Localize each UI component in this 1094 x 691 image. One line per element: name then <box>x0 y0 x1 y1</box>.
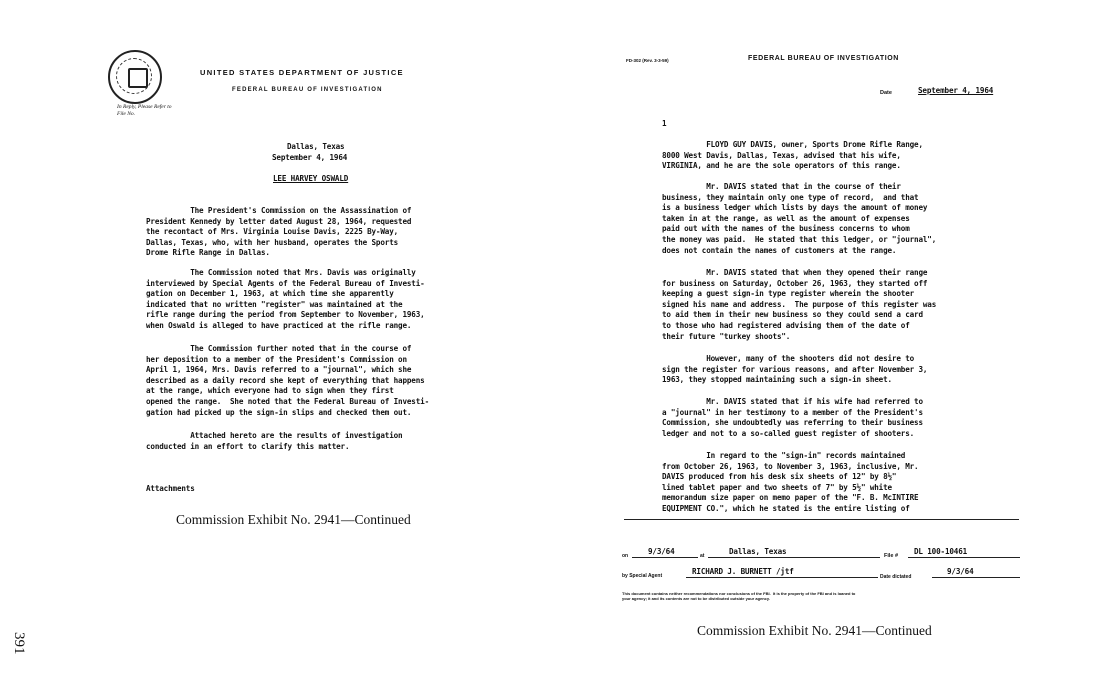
exhibit-caption-left: Commission Exhibit No. 2941—Continued <box>176 512 411 527</box>
fbi-heading: FEDERAL BUREAU OF INVESTIGATION <box>748 55 899 62</box>
dictated-value: 9/3/64 <box>947 567 974 576</box>
report-date: September 4, 1964 <box>918 86 994 95</box>
disclaimer: This document contains neither recommendations nor conclusions of the FBI. It is the property of the FBI and is loaned to your agency; it and its contents are not to be distributed outside your agency. <box>622 591 856 601</box>
at-underline <box>708 557 880 558</box>
report-paragraph: FLOYD GUY DAVIS, owner, Sports Drome Rifle Range, 8000 West Davis, Dallas, Texas, advised that his wife, VIRGINIA, and he are the sole operators of this range. <box>662 140 923 171</box>
dictated-label: Date dictated <box>880 574 912 580</box>
file-underline <box>908 557 1020 558</box>
agent-underline <box>686 577 878 578</box>
letter-paragraph: The President's Commission on the Assassination of President Kennedy by letter dated August 28, 1964, requested the recontact of Mrs. Virginia Louise Davis, 2225 By-Way, Dallas, Texas, who, with her husband, operates the Sports Drome Rifle Range in Dallas. <box>146 206 412 258</box>
file-value: DL 100-10461 <box>914 547 968 556</box>
on-value: 9/3/64 <box>648 547 675 556</box>
dictated-underline <box>932 577 1020 578</box>
at-value: Dallas, Texas <box>729 547 787 556</box>
on-underline <box>632 557 698 558</box>
department-heading: UNITED STATES DEPARTMENT OF JUSTICE <box>200 68 404 77</box>
report-paragraph: Mr. DAVIS stated that in the course of their business, they maintain only one type of record, and that is a business ledger which lists by days the amount of money taken in at the range, as well as the amount of expenses paid out with the names of the business concerns to whom the money was paid. He stated that this ledger, or "journal", does not contain the names of customers at the range. <box>662 182 937 255</box>
at-label: at <box>700 553 705 559</box>
report-paragraph: However, many of the shooters did not desire to sign the register for various reasons, and after November 3, 1963, they stopped maintaining such a sign-in sheet. <box>662 354 928 385</box>
page-marker: 1 <box>662 119 667 128</box>
letter-date: September 4, 1964 <box>272 153 348 162</box>
letter-paragraph: The Commission noted that Mrs. Davis was originally interviewed by Special Agents of the Federal Bureau of Investi- gation on December 1, 1963, at which time she apparently indicated that no written "register" was maintained at the rifle range during the period from September to November, 1963, when Oswald is alleged to have practiced at the rifle range. <box>146 268 425 330</box>
page-number: 391 <box>11 632 27 655</box>
letter-paragraph: The Commission further noted that in the course of her deposition to a member of the President's Commission on April 1, 1964, Mrs. Davis referred to a "journal", which she described as a daily record she kept of everything that happens at the range, which everyone had to sign when they first opened the range. She noted that the Federal Bureau of Investi- gation had picked up the sign-in slips and checked them out. <box>146 344 429 417</box>
doj-seal-icon <box>108 50 162 104</box>
file-label: File # <box>884 553 899 559</box>
reply-note: In Reply, Please Refer to File No. <box>117 104 172 117</box>
on-label: on <box>622 553 629 559</box>
letter-paragraph: Attached hereto are the results of investigation conducted in an effort to clarify this matter. <box>146 431 403 451</box>
form-code: FD-302 (Rev. 3-3-59) <box>626 58 669 63</box>
letter-subject: LEE HARVEY OSWALD <box>273 174 349 183</box>
report-paragraph: In regard to the "sign-in" records maintained from October 26, 1963, to November 3, 1963, inclusive, Mr. DAVIS produced from his desk six sheets of 12" by 8½" lined tablet paper and two sheets of 7" by 5½" white memorandum size paper on memo paper of the "F. B. McINTIRE EQUIPMENT CO.", which he stated is the entire listing of <box>662 451 919 513</box>
exhibit-caption-right: Commission Exhibit No. 2941—Continued <box>697 623 932 638</box>
report-paragraph: Mr. DAVIS stated that when they opened their range for business on Saturday, October 26, 1963, they started off keeping a guest sign-in type register wherein the shooter signed his name and address. The purpose of this register was to aid them in their new business so they could send a card to those who had registered advising them of the date of their future "turkey shoots". <box>662 268 937 341</box>
date-label: Date <box>880 90 892 96</box>
agent-value: RICHARD J. BURNETT /jtf <box>692 567 794 576</box>
attachments-label: Attachments <box>146 484 195 493</box>
report-paragraph: Mr. DAVIS stated that if his wife had referred to a "journal" in her testimony to a member of the President's Commission, she undoubtedly was referring to their business ledger and not to a so-called guest register of shooters. <box>662 397 923 438</box>
agent-label: by Special Agent <box>622 573 663 579</box>
bureau-heading: FEDERAL BUREAU OF INVESTIGATION <box>232 87 383 93</box>
footer-divider <box>624 519 1019 520</box>
letter-place: Dallas, Texas <box>287 142 345 151</box>
